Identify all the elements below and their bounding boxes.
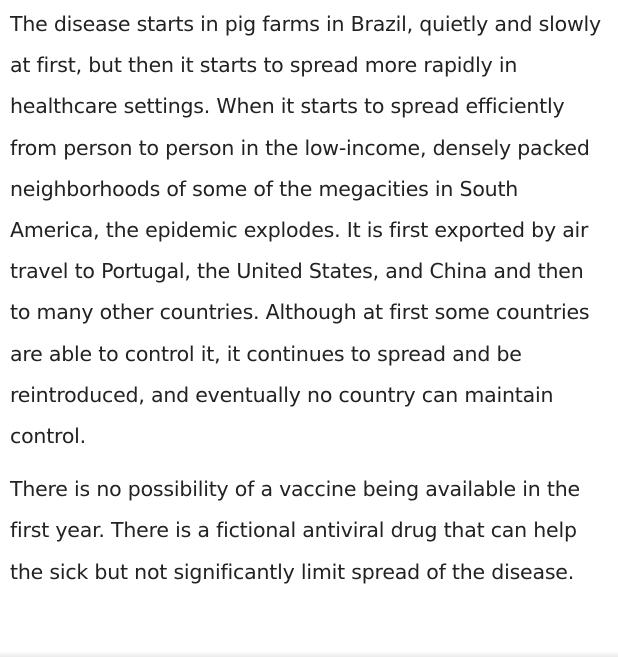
paragraph-vaccine-antiviral: There is no possibility of a vaccine being available in the first year. There is a fictional antiviral drug that can help the sick but not significantly limit spread of the disease.: [10, 477, 580, 584]
paragraph-outbreak-spread: The disease starts in pig farms in Brazil, quietly and slowly at first, but then it starts to spread more rapidly in healthcare settings. When it starts to spread efficiently from person to person in the low-income, densely packed neighborhoods of some of the megacities in South America, the epidemic explodes. It is first exported by air travel to Portugal, the United States, and China and then to many other countries. Although at first some countries are able to control it, it continues to spread and be reintroduced, and eventually no country can maintain control.: [10, 12, 601, 449]
article-body: [10, 4, 608, 593]
bottom-fade-divider: [0, 651, 618, 657]
